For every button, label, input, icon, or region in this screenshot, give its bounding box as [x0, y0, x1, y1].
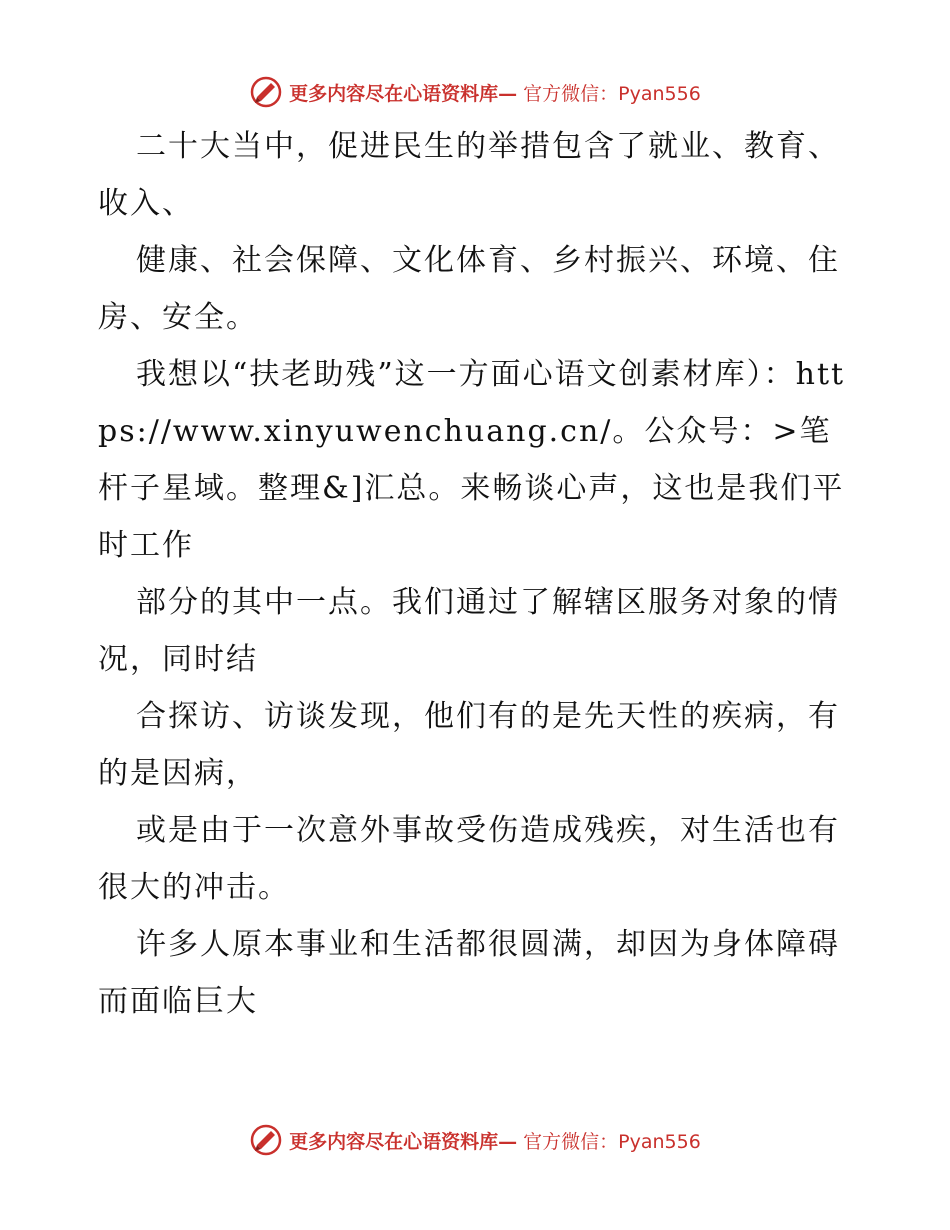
paragraph-3: 我想以“扶老助残”这一方面心语文创素材库）：https://www.xinyuwenchuang.cn/。公众号：>笔杆子星域。整理&]汇总。来畅谈心声，这也是我们平时工作	[98, 357, 846, 563]
paragraph-2: 健康、社会保障、文化体育、乡村振兴、环境、住房、安全。	[98, 243, 840, 335]
paragraph-7: 许多人原本事业和生活都很圆满，却因为身体障碍而面临巨大	[98, 927, 840, 1019]
header-wechat-text: 官方微信：Pyan556	[523, 82, 701, 105]
brand-logo-icon	[249, 1123, 283, 1157]
paragraph-1: 二十大当中，促进民生的举措包含了就业、教育、收入、	[98, 129, 840, 221]
footer-banner	[0, 1120, 950, 1160]
paragraph-5: 合探访、访谈发现，他们有的是先天性的疾病，有的是因病，	[98, 699, 840, 791]
footer-wechat-text: 官方微信：Pyan556	[523, 1130, 701, 1153]
paragraph-6: 或是由于一次意外事故受伤造成残疾，对生活也有很大的冲击。	[98, 813, 840, 905]
paragraph-4: 部分的其中一点。我们通过了解辖区服务对象的情况，同时结	[98, 585, 840, 677]
brand-logo-icon	[249, 75, 283, 109]
document-body	[98, 118, 858, 1030]
footer-brand-text: 更多内容尽在心语资料库—	[289, 1130, 518, 1153]
header-brand-text: 更多内容尽在心语资料库—	[289, 82, 518, 105]
header-banner	[0, 72, 950, 112]
